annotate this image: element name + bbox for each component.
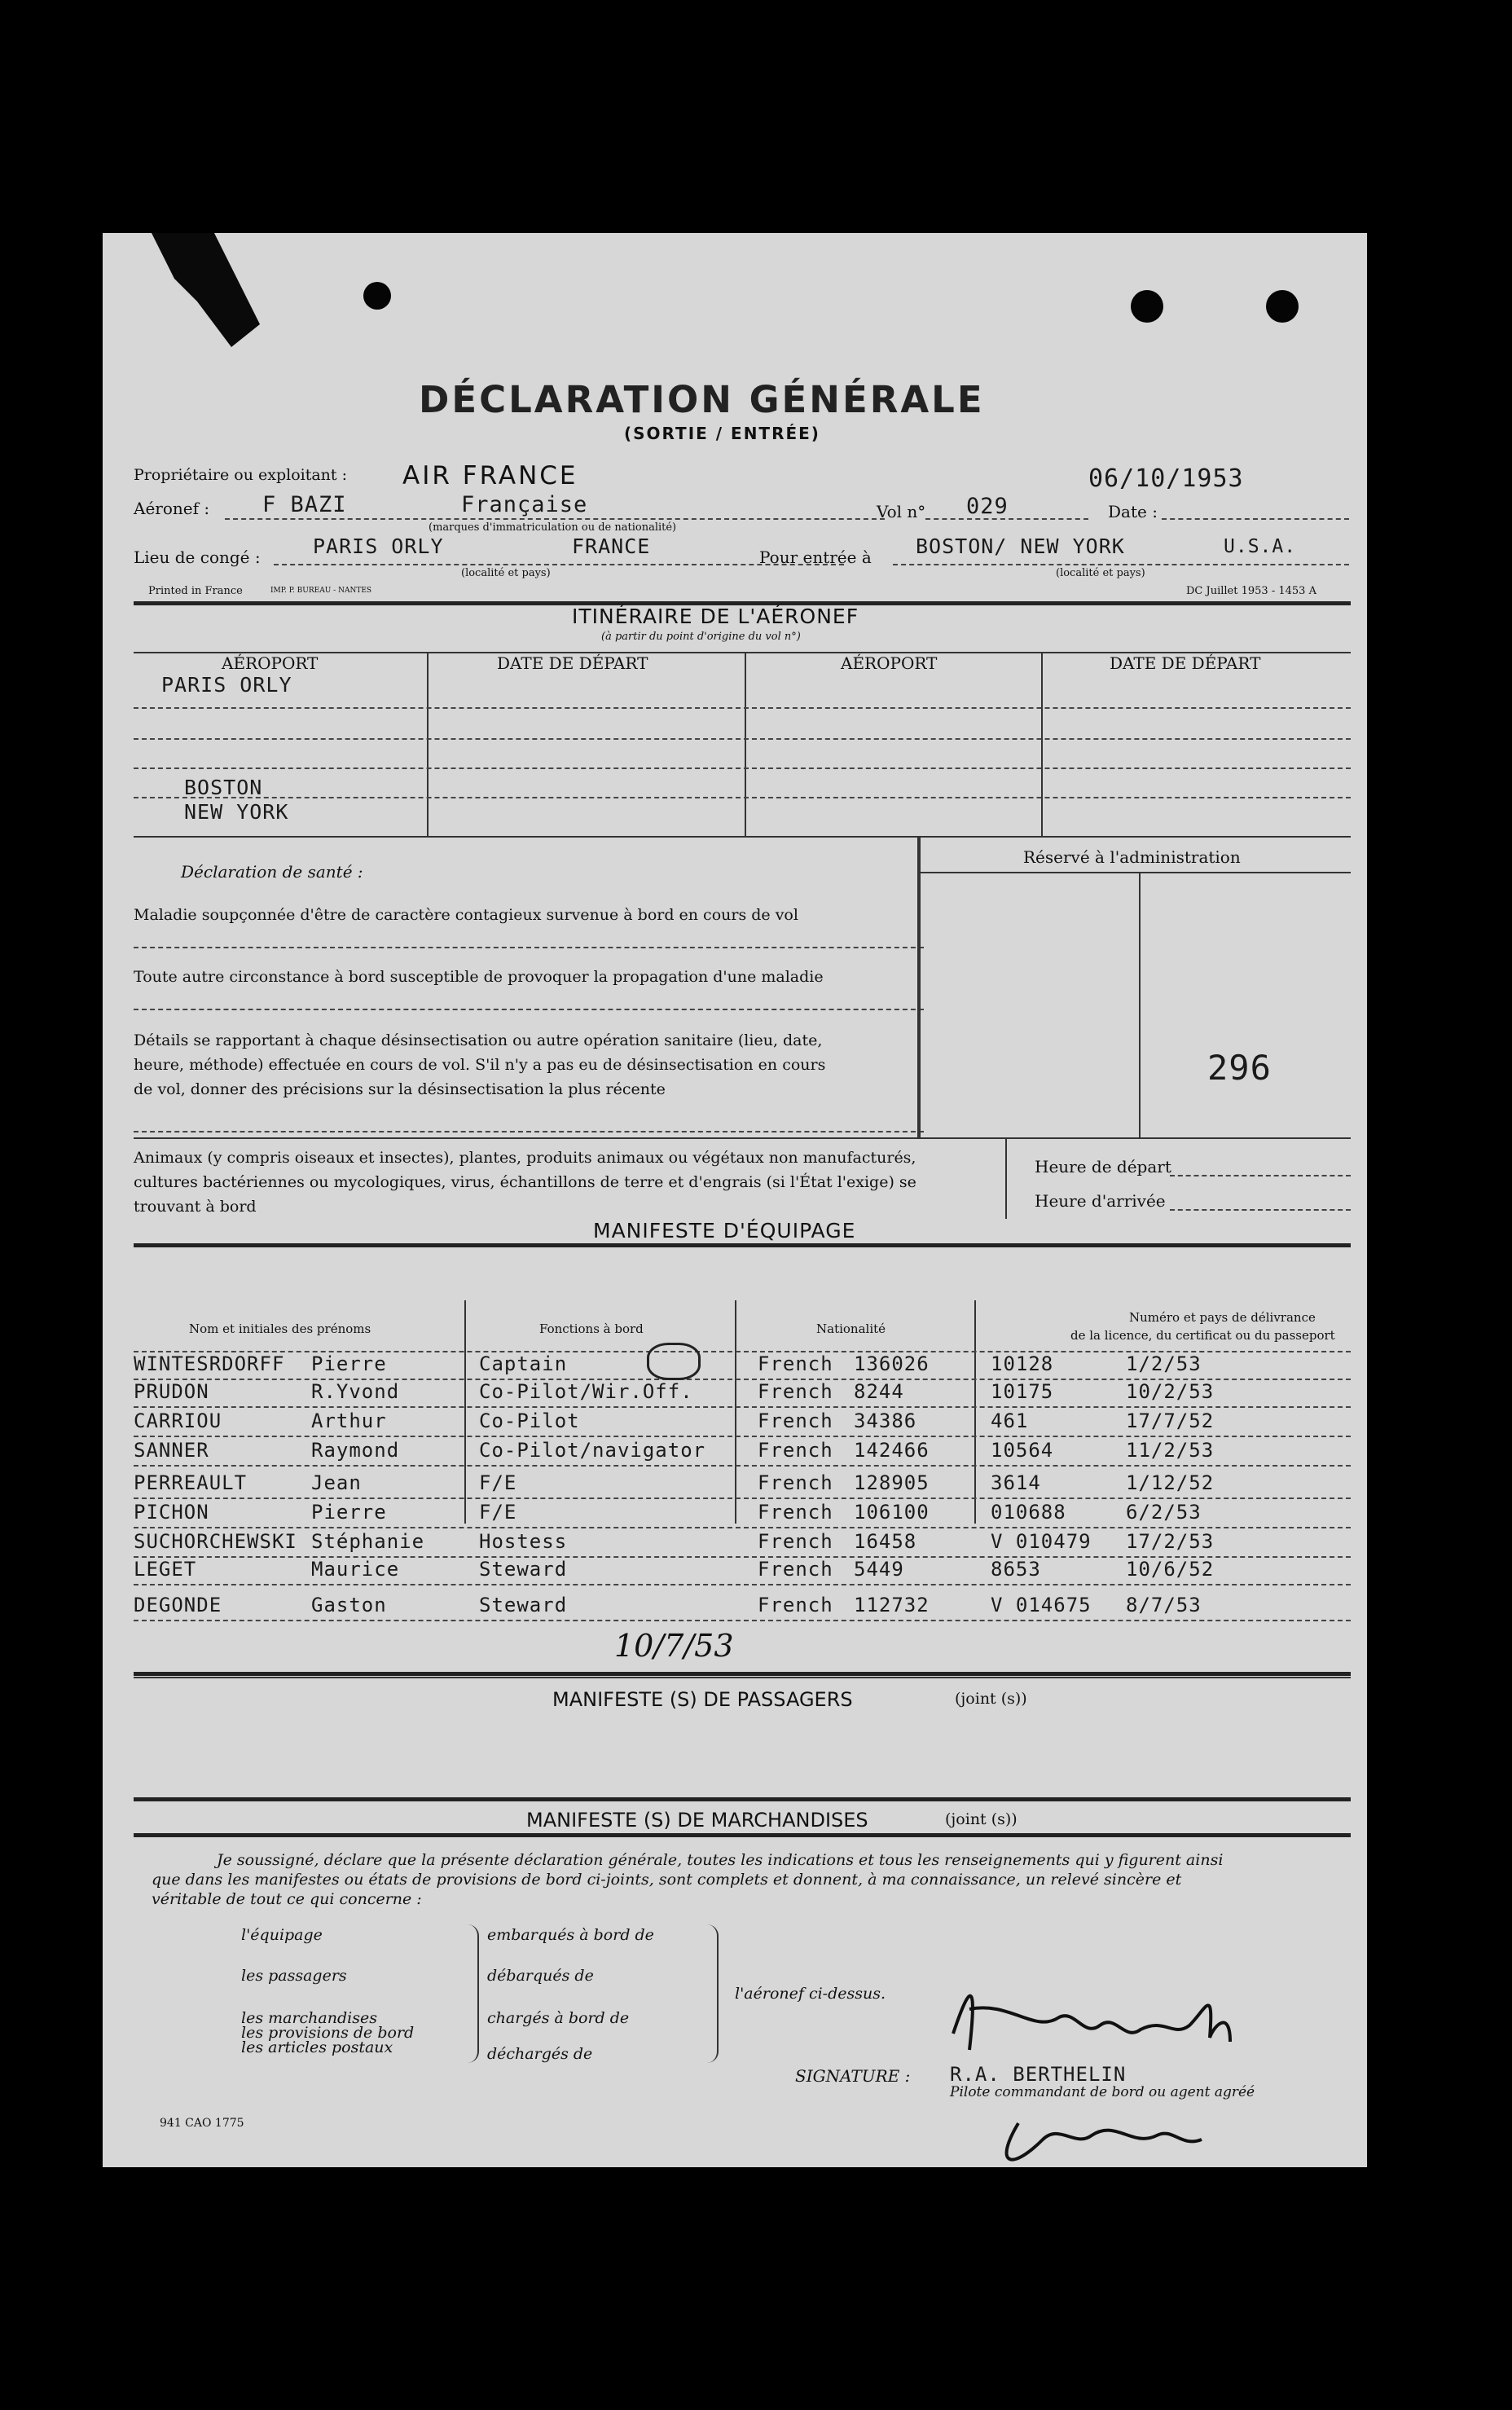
crew-row-line — [134, 1497, 1351, 1499]
crew-captain-mark — [647, 1343, 701, 1380]
decl-passengers: les passagers — [241, 1967, 347, 1985]
crew-nationality: French — [758, 1352, 833, 1375]
crew-last-name: SUCHORCHEWSKI — [134, 1530, 297, 1553]
admin-left — [917, 836, 921, 1137]
crew-number: 128905 — [854, 1471, 930, 1494]
admin-heading: Réservé à l'administration — [1023, 847, 1241, 867]
aircraft-line — [225, 518, 885, 520]
crew-top — [134, 1243, 1351, 1247]
punch-hole-right-1 — [1131, 290, 1163, 323]
crew-licence-date: 17/2/53 — [1126, 1530, 1215, 1553]
decl-brace-left — [466, 1924, 479, 2063]
animals-line2: cultures bactériennes ou mycologiques, virus, échantillons de terre et d'engrais (si l'État l'exige) se — [134, 1173, 916, 1191]
crew-row-line — [134, 1406, 1351, 1408]
arrival-time-label: Heure d'arrivée — [1035, 1191, 1166, 1211]
decl-disembarked: débarqués de — [487, 1967, 594, 1985]
decl-embarked: embarqués à bord de — [487, 1926, 654, 1944]
entry-line — [893, 564, 1349, 565]
crew-nationality: French — [758, 1380, 833, 1403]
itin-airport-paris: PARIS ORLY — [161, 673, 292, 697]
health-q2: Toute autre circonstance à bord susceptible de provoquer la propagation d'une maladie — [134, 968, 824, 986]
aircraft-registration: F BAZI — [262, 492, 347, 517]
crew-row-line — [134, 1527, 1351, 1528]
itin-col-2 — [745, 652, 746, 836]
itin-row-4 — [134, 797, 1351, 798]
itin-header-date-2: DATE DE DÉPART — [1110, 653, 1261, 673]
departure-label: Lieu de congé : — [134, 548, 261, 567]
form-subtitle: (SORTIE / ENTRÉE) — [624, 424, 820, 443]
decl-mail: les articles postaux — [241, 2038, 393, 2056]
admin-stamp-number: 296 — [1207, 1048, 1272, 1088]
crew-title: MANIFESTE D'ÉQUIPAGE — [593, 1219, 856, 1242]
crew-last-name: WINTESRDORFF — [134, 1352, 285, 1375]
itinerary-title: ITINÉRAIRE DE L'AÉRONEF — [572, 605, 859, 628]
passengers-note: (joint (s)) — [955, 1690, 1027, 1708]
crew-role: Co-Pilot — [479, 1409, 580, 1432]
crew-row-line — [134, 1620, 1351, 1621]
passengers-bottom — [134, 1797, 1351, 1801]
crew-role: Co-Pilot/navigator — [479, 1439, 706, 1462]
crew-header-licence-1: Numéro et pays de délivrance — [1129, 1310, 1316, 1325]
health-q3-2: heure, méthode) effectuée en cours de vol. S'il n'y a pas eu de désinsectisation en cours — [134, 1056, 826, 1074]
punch-hole-right-2 — [1266, 290, 1299, 323]
itin-row-1 — [134, 707, 1351, 709]
crew-header-name: Nom et initiales des prénoms — [189, 1322, 371, 1336]
crew-last-name: PERREAULT — [134, 1471, 248, 1494]
crew-role: Co-Pilot/Wir.Off. — [479, 1380, 693, 1403]
crew-licence-date: 10/2/53 — [1126, 1380, 1215, 1403]
crew-first-name: Arthur — [311, 1409, 387, 1432]
crew-number: 142466 — [854, 1439, 930, 1462]
date-value: 06/10/1953 — [1088, 464, 1244, 493]
crew-bottom — [134, 1672, 1351, 1676]
crew-last-name: PRUDON — [134, 1380, 209, 1403]
crew-first-name: R.Yvond — [311, 1380, 400, 1403]
crew-last-name: SANNER — [134, 1439, 209, 1462]
crew-last-name: PICHON — [134, 1501, 209, 1524]
crew-licence-date: 1/12/52 — [1126, 1471, 1215, 1494]
crew-number: 112732 — [854, 1594, 930, 1616]
crew-col-1 — [464, 1300, 466, 1524]
crew-role: F/E — [479, 1501, 517, 1524]
itin-header-date-1: DATE DE DÉPART — [497, 653, 648, 673]
crew-last-name: LEGET — [134, 1558, 197, 1581]
crew-nationality: French — [758, 1471, 833, 1494]
itin-header-airport-1: AÉROPORT — [222, 653, 319, 673]
departure-line — [274, 564, 844, 565]
crew-col-2 — [735, 1300, 736, 1524]
health-line-1 — [134, 947, 924, 948]
crew-number: 16458 — [854, 1530, 917, 1553]
decl-crew: l'équipage — [241, 1926, 323, 1944]
crew-licence: 8653 — [991, 1558, 1041, 1581]
cargo-bottom — [134, 1833, 1351, 1837]
flight-no-value: 029 — [966, 494, 1009, 519]
decl-brace-right — [705, 1924, 719, 2063]
itin-row-3 — [134, 767, 1351, 769]
crew-row-line — [134, 1436, 1351, 1437]
departure-note: (localité et pays) — [461, 567, 551, 579]
health-heading: Déclaration de santé : — [181, 862, 363, 882]
departure-value: PARIS ORLY — [313, 534, 444, 558]
itin-row-2 — [134, 738, 1351, 740]
entry-value: BOSTON/ NEW YORK — [916, 534, 1125, 558]
declaration-form — [103, 233, 1367, 2167]
aircraft-nationality: Française — [461, 492, 588, 517]
crew-role: Steward — [479, 1558, 568, 1581]
crew-role: Steward — [479, 1594, 568, 1616]
crew-licence-date: 1/2/53 — [1126, 1352, 1202, 1375]
owner-value: AIR FRANCE — [402, 461, 578, 490]
footer-code: 941 CAO 1775 — [160, 2117, 244, 2130]
crew-bottom-2 — [134, 1677, 1351, 1678]
signature-label: SIGNATURE : — [795, 2066, 911, 2086]
crew-nationality: French — [758, 1501, 833, 1524]
torn-corner-mark — [152, 233, 266, 347]
cargo-title: MANIFESTE (S) DE MARCHANDISES — [526, 1809, 868, 1832]
crew-last-name: DEGONDE — [134, 1594, 222, 1616]
declaration-line1: Je soussigné, déclare que la présente déclaration générale, toutes les indications et tous les renseignements qui y figurent ainsi — [217, 1851, 1224, 1869]
crew-number: 106100 — [854, 1501, 930, 1524]
health-q1: Maladie soupçonnée d'être de caractère contagieux survenue à bord en cours de vol — [134, 906, 798, 924]
crew-header-nationality: Nationalité — [816, 1322, 886, 1336]
crew-row-line — [134, 1465, 1351, 1467]
animals-divider — [1005, 1137, 1007, 1219]
form-title: DÉCLARATION GÉNÉRALE — [419, 378, 985, 421]
decl-goods: les marchandises — [241, 2009, 377, 2027]
form-ref: DC Juillet 1953 - 1453 A — [1186, 585, 1316, 597]
entry-country: U.S.A. — [1224, 536, 1297, 557]
decl-provisions: les provisions de bord — [241, 2024, 415, 2042]
health-q3-1: Détails se rapportant à chaque désinsectisation ou autre opération sanitaire (lieu, date, — [134, 1031, 823, 1049]
crew-first-name: Raymond — [311, 1439, 400, 1462]
crew-first-name: Maurice — [311, 1558, 400, 1581]
declaration-line3: véritable de tout ce qui concerne : — [152, 1890, 422, 1908]
crew-stamp-note: 10/7/53 — [614, 1628, 734, 1664]
itinerary-bottom — [134, 836, 1351, 838]
crew-licence-date: 6/2/53 — [1126, 1501, 1202, 1524]
health-q3-3: de vol, donner des précisions sur la désinsectisation la plus récente — [134, 1080, 666, 1098]
crew-first-name: Pierre — [311, 1501, 387, 1524]
crew-licence-date: 11/2/53 — [1126, 1439, 1215, 1462]
printed-in: Printed in France — [148, 585, 243, 597]
declaration-line2: que dans les manifestes ou états de provisions de bord ci-joints, sont complets et donnent, à ma connaissance, un relevé sincère et — [152, 1871, 1182, 1889]
crew-role: Hostess — [479, 1530, 568, 1553]
crew-number: 136026 — [854, 1352, 930, 1375]
crew-nationality: French — [758, 1439, 833, 1462]
punch-hole-left — [363, 282, 391, 310]
crew-last-name: CARRIOU — [134, 1409, 222, 1432]
crew-role: Captain — [479, 1352, 568, 1375]
crew-licence: 010688 — [991, 1501, 1066, 1524]
crew-first-name: Stéphanie — [311, 1530, 425, 1553]
flight-no-line — [925, 518, 1088, 520]
crew-number: 5449 — [854, 1558, 904, 1581]
crew-row-line — [134, 1584, 1351, 1585]
crew-nationality: French — [758, 1594, 833, 1616]
crew-licence: 3614 — [991, 1471, 1041, 1494]
entry-note: (localité et pays) — [1056, 567, 1145, 579]
itin-airport-newyork: NEW YORK — [184, 800, 289, 824]
crew-role: F/E — [479, 1471, 517, 1494]
itin-header-airport-2: AÉROPORT — [841, 653, 938, 673]
crew-licence-date: 17/7/52 — [1126, 1409, 1215, 1432]
departure-time-label: Heure de départ — [1035, 1157, 1171, 1176]
itinerary-subtitle: (à partir du point d'origine du vol n°) — [601, 631, 801, 643]
signature-role: Pilote commandant de bord ou agent agréé — [950, 2084, 1255, 2100]
aircraft-label: Aéronef : — [134, 499, 210, 518]
crew-nationality: French — [758, 1530, 833, 1553]
cargo-note: (joint (s)) — [945, 1810, 1018, 1828]
crew-first-name: Gaston — [311, 1594, 387, 1616]
aircraft-sub: (marques d'immatriculation ou de nationalité) — [429, 521, 677, 534]
crew-nationality: French — [758, 1409, 833, 1432]
crew-header-licence-2: de la licence, du certificat ou du passeport — [1070, 1328, 1335, 1343]
decl-loaded: chargés à bord de — [487, 2009, 630, 2027]
handwritten-signature — [921, 1960, 1360, 2172]
crew-first-name: Pierre — [311, 1352, 387, 1375]
crew-licence: 10564 — [991, 1439, 1054, 1462]
date-line — [1162, 518, 1349, 520]
admin-mid — [1139, 872, 1141, 1137]
itin-col-1 — [427, 652, 429, 836]
signature-name: R.A. BERTHELIN — [950, 2063, 1127, 2086]
crew-licence: V 014675 — [991, 1594, 1092, 1616]
crew-licence: 10175 — [991, 1380, 1054, 1403]
admin-bottom — [134, 1137, 1351, 1139]
health-line-3 — [134, 1131, 924, 1132]
health-line-2 — [134, 1009, 924, 1010]
crew-number: 34386 — [854, 1409, 917, 1432]
crew-licence: 461 — [991, 1409, 1029, 1432]
flight-no-label: Vol n° — [877, 502, 926, 521]
admin-top-line — [921, 872, 1351, 873]
passengers-title: MANIFESTE (S) DE PASSAGERS — [552, 1688, 853, 1711]
decl-aircraft-ref: l'aéronef ci-dessus. — [735, 1985, 886, 2003]
crew-col-3 — [974, 1300, 976, 1524]
crew-number: 8244 — [854, 1380, 904, 1403]
crew-licence-date: 10/6/52 — [1126, 1558, 1215, 1581]
printer: IMP. P. BUREAU - NANTES — [270, 587, 372, 595]
itin-col-3 — [1041, 652, 1043, 836]
departure-country: FRANCE — [572, 534, 651, 558]
arrival-time-line — [1170, 1209, 1351, 1211]
departure-time-line — [1170, 1175, 1351, 1176]
crew-nationality: French — [758, 1558, 833, 1581]
date-label: Date : — [1108, 502, 1158, 521]
crew-licence: V 010479 — [991, 1530, 1092, 1553]
owner-label: Propriétaire ou exploitant : — [134, 466, 347, 484]
decl-unloaded: déchargés de — [487, 2045, 593, 2063]
entry-label: Pour entrée à — [759, 548, 872, 567]
crew-first-name: Jean — [311, 1471, 362, 1494]
crew-licence: 10128 — [991, 1352, 1054, 1375]
animals-line3: trouvant à bord — [134, 1198, 257, 1216]
crew-licence-date: 8/7/53 — [1126, 1594, 1202, 1616]
crew-header-function: Fonctions à bord — [539, 1322, 644, 1336]
animals-line1: Animaux (y compris oiseaux et insectes), plantes, produits animaux ou végétaux non manufacturés, — [134, 1149, 916, 1167]
itin-airport-boston: BOSTON — [184, 776, 263, 799]
